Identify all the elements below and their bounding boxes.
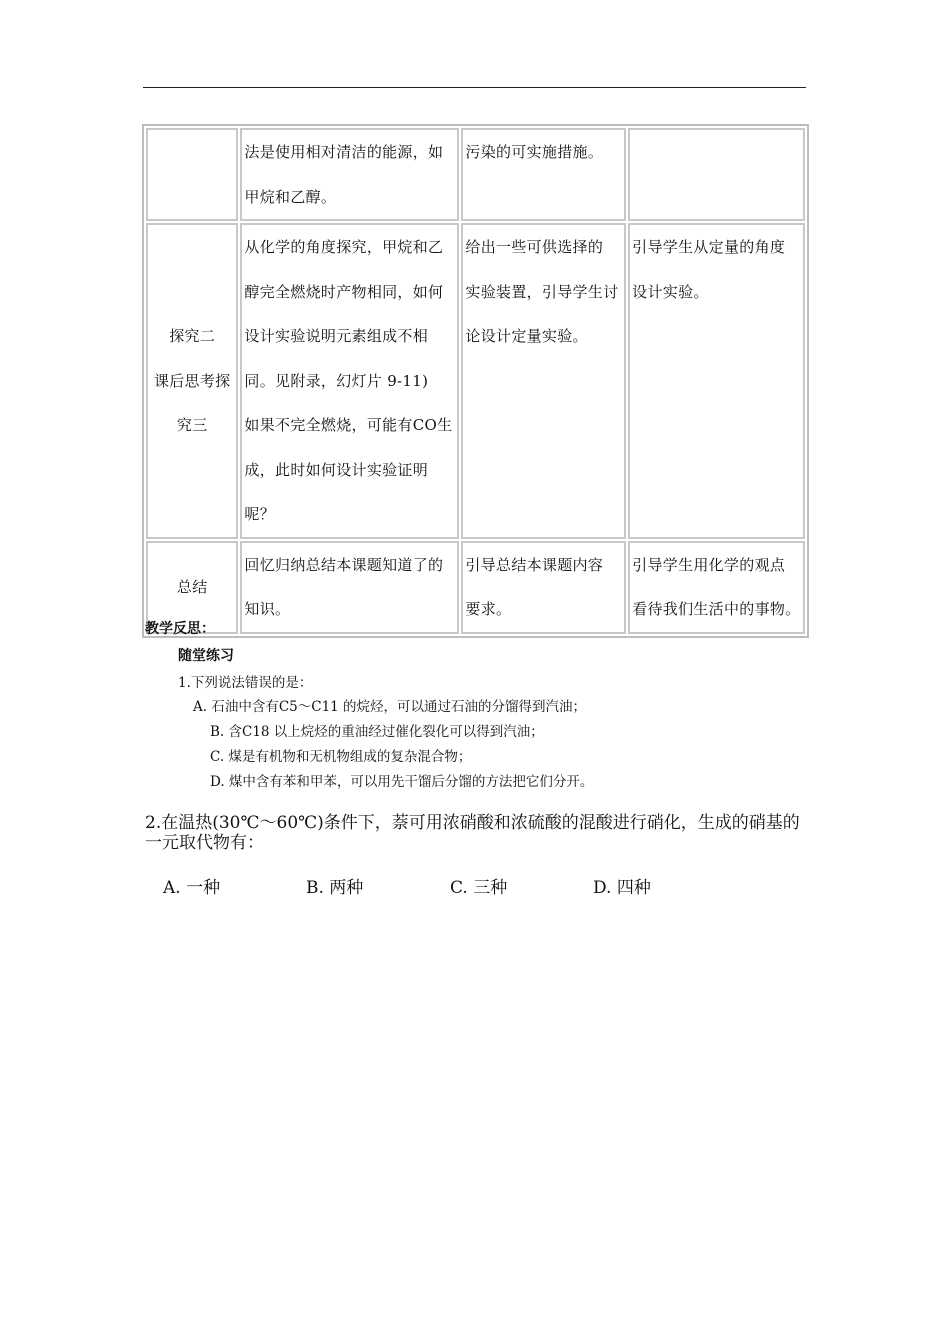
question1-option-c: C. 煤是有机物和无机物组成的复杂混合物； bbox=[210, 749, 472, 765]
table-cell-student-activity bbox=[240, 541, 459, 634]
table-row bbox=[146, 128, 805, 221]
cell-line: 设计实验说明元素组成不相 bbox=[244, 327, 429, 345]
cell-line: 引导总结本课题内容 bbox=[465, 555, 604, 574]
cell-line: 法是使用相对清洁的能源，如 bbox=[244, 143, 444, 161]
cell-line: 引导学生用化学的观点 bbox=[632, 555, 786, 574]
cell-line: 从化学的角度探究，甲烷和乙 bbox=[244, 238, 444, 256]
cell-line: 看待我们生活中的事物。 bbox=[632, 600, 801, 618]
question1-stem: 1.下列说法错误的是： bbox=[178, 675, 313, 691]
question2-option-d: D. 四种 bbox=[593, 878, 651, 898]
cell-line: 论设计定量实验。 bbox=[465, 327, 588, 345]
cell-line: 呢？ bbox=[244, 505, 276, 523]
question1-option-b: B. 含C18 以上烷烃的重油经过催化裂化可以得到汽油； bbox=[210, 724, 544, 740]
cell-line: 知识。 bbox=[244, 600, 291, 618]
cell-line: 引导学生从定量的角度 bbox=[632, 238, 786, 256]
table-cell-intent bbox=[628, 541, 805, 634]
question2-option-b: B. 两种 bbox=[306, 878, 364, 898]
lesson-table bbox=[142, 124, 809, 638]
cell-line: 如果不完全燃烧，可能有CO生 bbox=[244, 416, 453, 434]
cell-line: 污染的可实施措施。 bbox=[465, 143, 604, 161]
cell-line: 探究二 bbox=[169, 327, 216, 345]
header-rule bbox=[143, 87, 806, 88]
table-cell-teacher-activity bbox=[461, 541, 626, 634]
cell-line: 成，此时如何设计实验证明 bbox=[244, 460, 429, 479]
cell-line: 实验装置，引导学生讨 bbox=[465, 282, 619, 301]
cell-line: 同。见附录，幻灯片 9-11) bbox=[244, 371, 429, 390]
cell-line: 给出一些可供选择的 bbox=[465, 238, 604, 256]
cell-line: 要求。 bbox=[465, 600, 512, 618]
cell-line: 甲烷和乙醇。 bbox=[244, 187, 337, 206]
question1-option-a: A. 石油中含有C5～C11 的烷烃，可以通过石油的分馏得到汽油； bbox=[193, 699, 587, 715]
question2-option-c: C. 三种 bbox=[450, 878, 508, 898]
table-cell-intent bbox=[628, 128, 805, 221]
cell-line: 回忆归纳总结本课题知道了的 bbox=[244, 555, 444, 574]
table-cell-intent bbox=[628, 223, 805, 539]
table-row bbox=[146, 223, 805, 539]
table-cell-student-activity bbox=[240, 128, 459, 221]
table-cell-student-activity bbox=[240, 223, 459, 539]
reflection-heading: 教学反思： bbox=[145, 621, 215, 637]
practice-heading: 随堂练习 bbox=[178, 648, 234, 664]
table-cell-stage bbox=[146, 223, 238, 539]
cell-line: 究三 bbox=[176, 416, 208, 434]
table-row bbox=[146, 541, 805, 634]
table-cell-teacher-activity bbox=[461, 223, 626, 539]
table-cell-stage bbox=[146, 128, 238, 221]
question2-stem: 2.在温热(30℃～60℃)条件下，萘可用浓硝酸和浓硫酸的混酸进行硝化，生成的硝基的一元取代物有： bbox=[145, 813, 800, 853]
cell-line: 总结 bbox=[176, 577, 208, 596]
table-cell-teacher-activity bbox=[461, 128, 626, 221]
cell-line: 设计实验。 bbox=[632, 282, 709, 301]
cell-line: 课后思考探 bbox=[153, 371, 231, 390]
question1-option-d: D. 煤中含有苯和甲苯，可以用先干馏后分馏的方法把它们分开。 bbox=[210, 774, 594, 790]
cell-line: 醇完全燃烧时产物相同，如何 bbox=[244, 282, 444, 301]
question2-option-a: A. 一种 bbox=[163, 878, 221, 898]
